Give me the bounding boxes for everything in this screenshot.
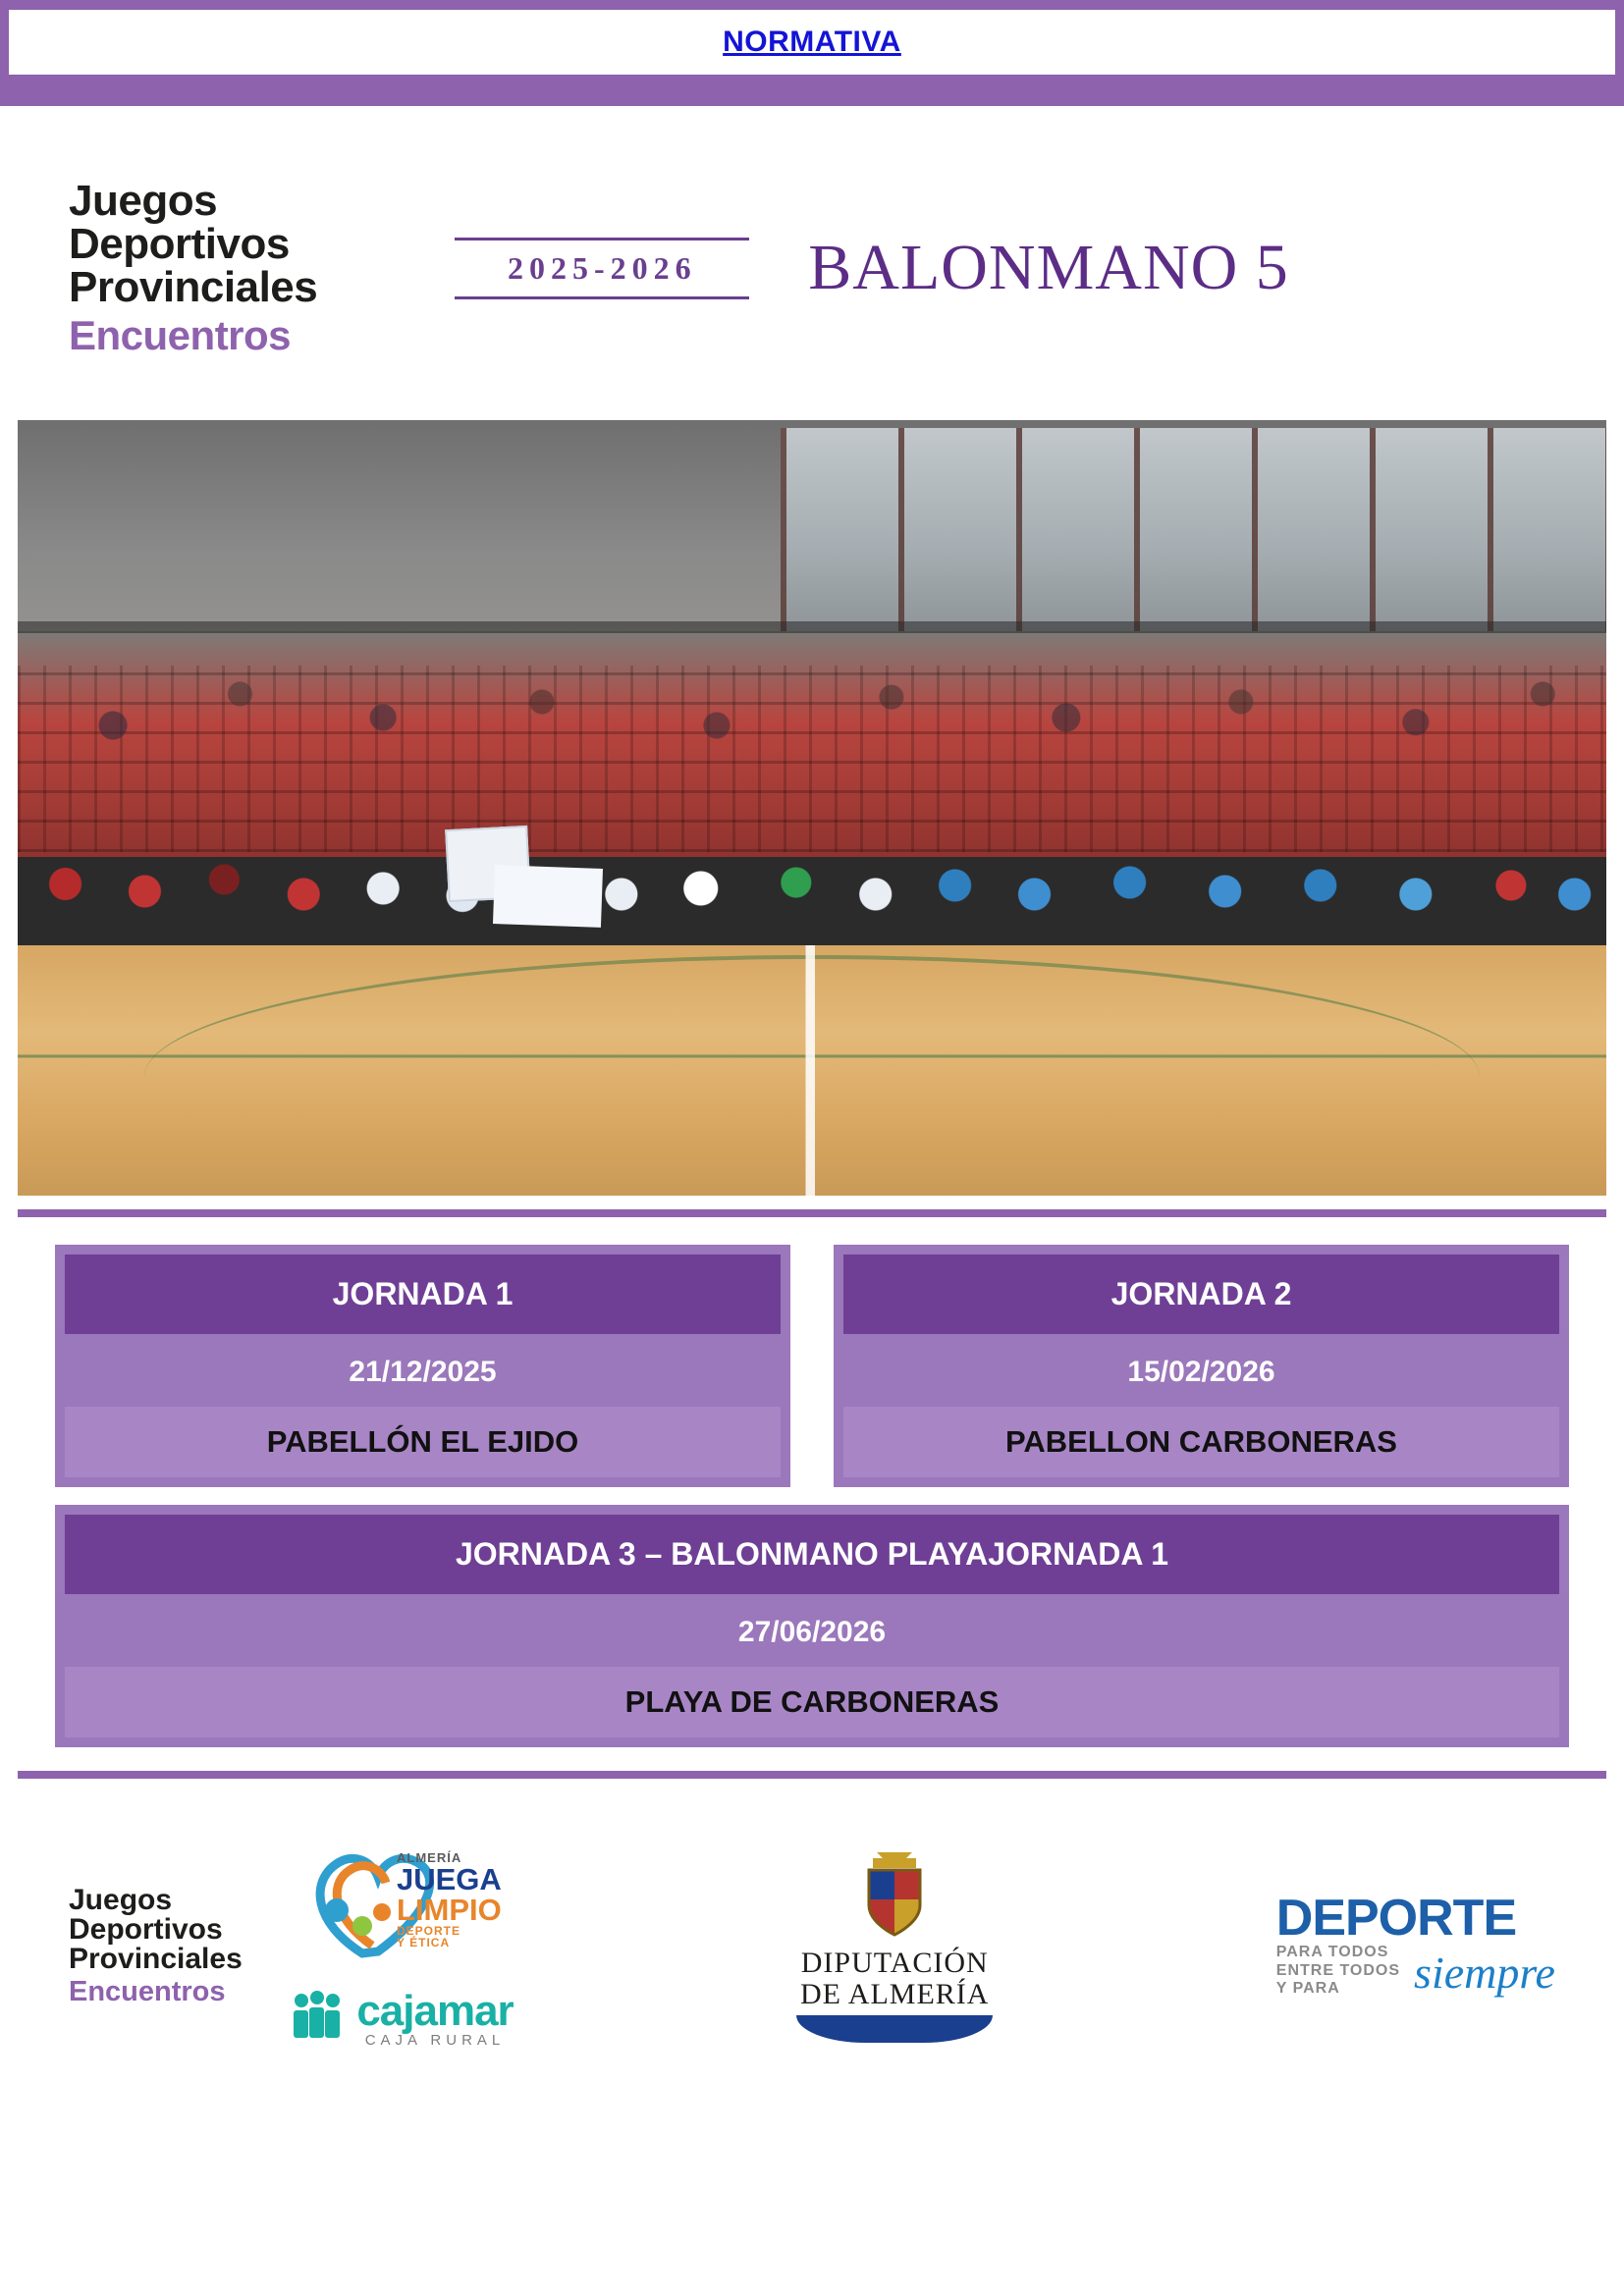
deporte-sub-2: ENTRE TODOS bbox=[1275, 1961, 1401, 1979]
coat-of-arms-icon bbox=[855, 1930, 934, 1947]
season-rule-bottom bbox=[455, 296, 749, 299]
footer-left-group bbox=[69, 1883, 243, 2007]
jornada-3-date: 27/06/2026 bbox=[737, 1616, 887, 1648]
jornada-2-venue: PABELLON CARBONERAS bbox=[843, 1407, 1559, 1477]
footer-brand-subtitle: Encuentros bbox=[69, 1975, 226, 2007]
brand-line-1: Juegos bbox=[69, 177, 218, 225]
jornada-1-venue: PABELLÓN EL EJIDO bbox=[65, 1407, 781, 1477]
deporte-script: siempre bbox=[1414, 1947, 1555, 1998]
jornada-1-date: 21/12/2025 bbox=[349, 1356, 497, 1388]
footer-brand-logo bbox=[69, 1883, 243, 2007]
jornada-card-3[interactable] bbox=[55, 1505, 1569, 1747]
deporte-row bbox=[1276, 1944, 1555, 1998]
white-gap bbox=[0, 106, 1624, 116]
diputacion-swoosh bbox=[796, 2015, 993, 2043]
purple-divider-strip bbox=[0, 84, 1624, 106]
jornada-3-venue: PLAYA DE CARBONERAS bbox=[65, 1667, 1559, 1737]
jornadas-section bbox=[18, 1209, 1606, 1779]
photo-banner-2 bbox=[493, 865, 603, 928]
brand-logo bbox=[69, 177, 318, 358]
brand-subtitle: Encuentros bbox=[69, 312, 292, 358]
diputacion-line-1: DIPUTACIÓN bbox=[800, 1947, 989, 1979]
cajamar-icon bbox=[290, 1991, 345, 2045]
jornada-card-1[interactable] bbox=[55, 1245, 790, 1487]
season-text: 2025-2026 bbox=[507, 249, 697, 286]
normativa-link[interactable]: NORMATIVA bbox=[723, 26, 901, 58]
juega-limpio-tagline: DEPORTE bbox=[396, 1923, 460, 1938]
cajamar-name: cajamar bbox=[356, 1986, 514, 2035]
juega-limpio-word2: LIMPIO bbox=[396, 1892, 502, 1927]
cajamar-subtitle: CAJA RURAL bbox=[364, 2031, 506, 2049]
normativa-bar bbox=[0, 0, 1624, 84]
jornadas-row-top bbox=[18, 1245, 1606, 1487]
photo-crowd bbox=[18, 631, 1606, 788]
deporte-sub-1: PARA TODOS bbox=[1275, 1944, 1389, 1961]
photo-court-lines bbox=[18, 945, 1606, 1196]
page-title: BALONMANO 5 bbox=[808, 232, 1289, 303]
brand-line-3: Provinciales bbox=[69, 263, 318, 311]
sponsor-juega-limpio-group bbox=[290, 1843, 513, 2049]
juega-limpio-place: ALMERÍA bbox=[396, 1849, 462, 1865]
sponsor-deporte-siempre bbox=[1275, 1890, 1555, 1998]
sponsor-diputacion bbox=[796, 1848, 993, 2043]
season-badge bbox=[455, 238, 749, 299]
brand-line-2: Deportivos bbox=[69, 220, 290, 268]
photo-players-group bbox=[18, 803, 1606, 950]
jornada-1-title: JORNADA 1 bbox=[65, 1255, 781, 1334]
deporte-sub-3: Y PARA bbox=[1275, 1980, 1340, 1998]
footer-brand-line-3: Provinciales bbox=[69, 1942, 243, 1975]
photo-window-mullions bbox=[781, 428, 1606, 634]
juega-limpio-tagline2: Y ÉTICA bbox=[396, 1935, 451, 1949]
event-photo bbox=[18, 420, 1606, 1196]
jornada-2-date: 15/02/2026 bbox=[1127, 1356, 1275, 1388]
juega-limpio-text bbox=[397, 1851, 502, 1949]
jornada-2-title: JORNADA 2 bbox=[843, 1255, 1559, 1334]
jornadas-row-bottom bbox=[18, 1505, 1606, 1747]
jornada-3-title: JORNADA 3 – BALONMANO PLAYAJORNADA 1 bbox=[65, 1515, 1559, 1594]
normativa-inner bbox=[9, 10, 1615, 75]
sponsor-cajamar bbox=[290, 1987, 513, 2049]
footer-brand-line-2: Deportivos bbox=[69, 1912, 223, 1946]
juega-limpio-word1: JUEGA bbox=[396, 1861, 502, 1896]
diputacion-line-2: DE ALMERÍA bbox=[799, 1977, 990, 2010]
deporte-main: DEPORTE bbox=[1275, 1890, 1517, 1948]
photo-railing bbox=[18, 621, 1606, 633]
page-header bbox=[0, 116, 1624, 420]
footer-sponsors bbox=[0, 1779, 1624, 2112]
footer-brand-line-1: Juegos bbox=[69, 1883, 173, 1916]
jornada-card-2[interactable] bbox=[834, 1245, 1569, 1487]
juega-limpio-logo bbox=[303, 1843, 502, 1961]
